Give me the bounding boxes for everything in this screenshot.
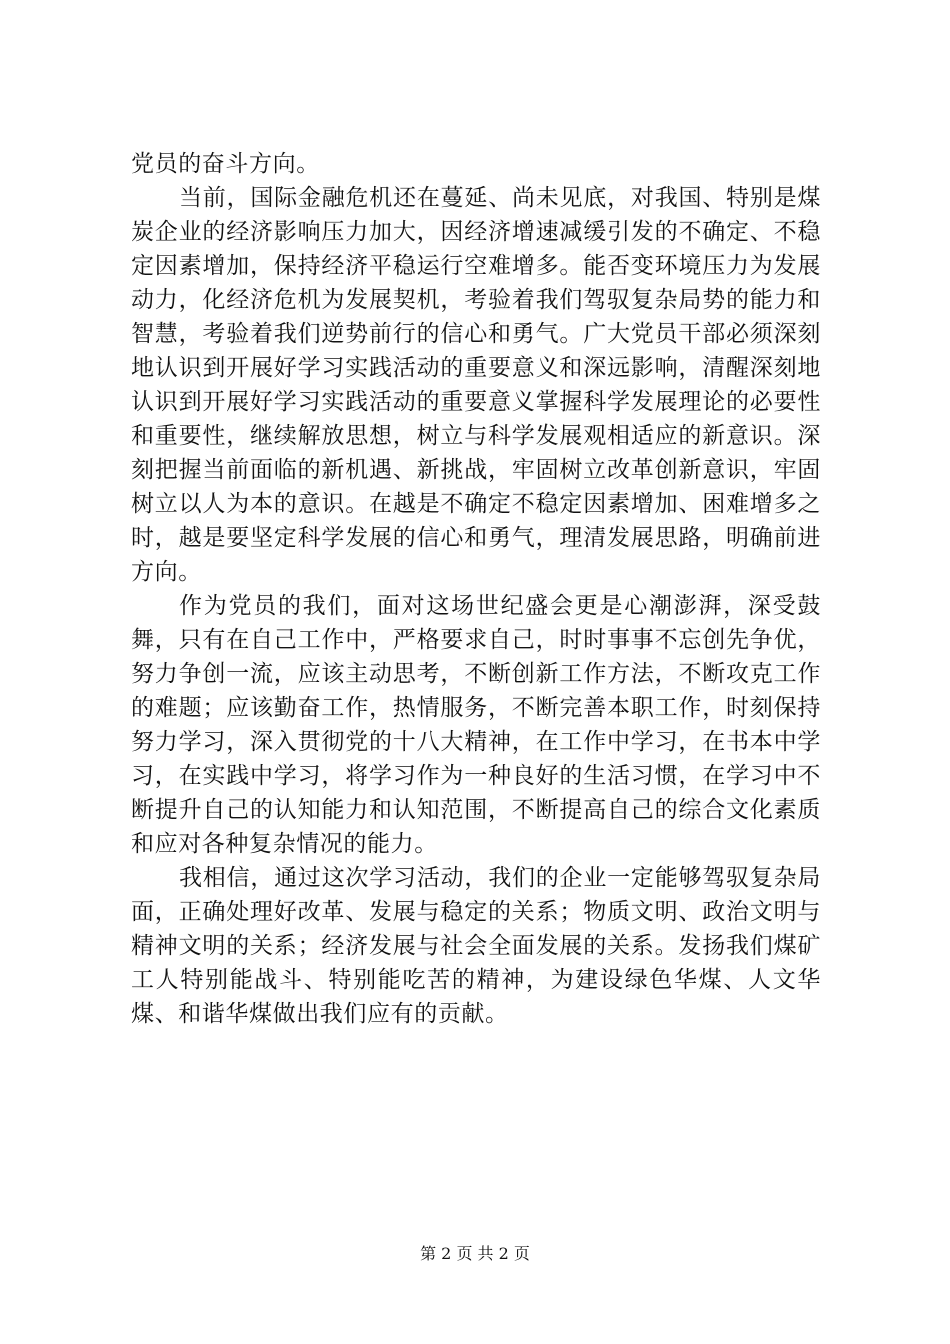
- paragraph-financial-crisis: 当前，国际金融危机还在蔓延、尚未见底，对我国、特别是煤炭企业的经济影响压力加大，因经济增速减缓引发的不确定、不稳定因素增加，保持经济平稳运行空难增多。能否变环境压力为发展动力，化经济危机为发展契机，考验着我们驾驭复杂局势的能力和智慧，考验着我们逆势前行的信心和勇气。广大党员干部必须深刻地认识到开展好学习实践活动的重要意义和深远影响，清醒深刻地认识到开展好学习实践活动的重要意义掌握科学发展理论的必要性和重要性，继续解放思想，树立与科学发展观相适应的新意识。深刻把握当前面临的新机遇、新挑战，牢固树立改革创新意识，牢固树立以人为本的意识。在越是不确定不稳定因素增加、困难增多之时，越是要坚定科学发展的信心和勇气，理清发展思路，明确前进方向。: [131, 185, 821, 585]
- document-body: [131, 147, 821, 1031]
- paragraph-conclusion: 我相信，通过这次学习活动，我们的企业一定能够驾驭复杂局面，正确处理好改革、发展与稳定的关系；物质文明、政治文明与精神文明的关系；经济发展与社会全面发展的关系。发扬我们煤矿工人特别能战斗、特别能吃苦的精神，为建设绿色华煤、人文华煤、和谐华煤做出我们应有的贡献。: [131, 865, 821, 1027]
- page-footer: 第 2 页 共 2 页: [420, 1244, 530, 1263]
- paragraph-continuation: 党员的奋斗方向。: [131, 151, 320, 177]
- paragraph-party-member-duty: 作为党员的我们，面对这场世纪盛会更是心潮澎湃，深受鼓舞，只有在自己工作中，严格要求自己，时时事事不忘创先争优，努力争创一流，应该主动思考，不断创新工作方法，不断攻克工作的难题；应该勤奋工作，热情服务，不断完善本职工作，时刻保持努力学习，深入贯彻党的十八大精神，在工作中学习，在书本中学习，在实践中学习，将学习作为一种良好的生活习惯，在学习中不断提升自己的认知能力和认知范围，不断提高自己的综合文化素质和应对各种复杂情况的能力。: [131, 593, 821, 857]
